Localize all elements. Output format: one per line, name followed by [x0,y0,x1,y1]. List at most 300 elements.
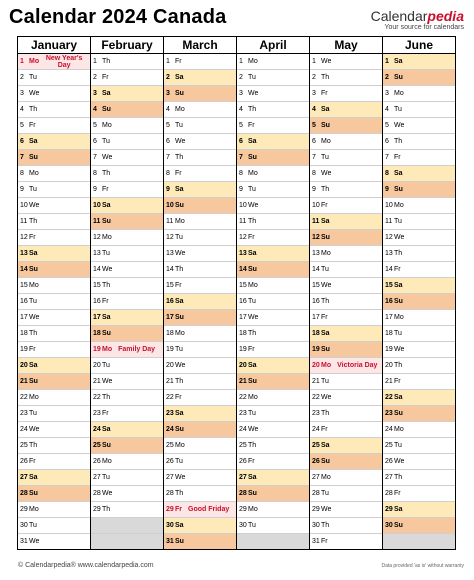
day-number: 29 [166,506,174,513]
day-cell [310,470,382,486]
day-cell [383,134,455,150]
weekday-label: Sa [248,362,257,369]
weekday-label: Tu [394,106,402,113]
weekday-label: Sa [248,250,257,257]
month-header: June [383,37,455,54]
day-cell [164,310,236,326]
brand-main: Calendar [370,8,428,24]
weekday-label: We [175,138,186,145]
day-number: 16 [166,298,174,305]
weekday-label: Fr [248,122,255,129]
day-cell [91,246,163,262]
day-number: 28 [166,490,174,497]
day-number: 12 [312,234,320,241]
weekday-label: We [248,426,259,433]
day-cell [164,406,236,422]
weekday-label: Sa [102,202,111,209]
day-cell [91,198,163,214]
day-cell [383,262,455,278]
day-number: 4 [239,106,243,113]
day-cell [91,454,163,470]
day-number: 12 [93,234,101,241]
day-cell [164,438,236,454]
day-number: 19 [20,346,28,353]
day-cell [310,342,382,358]
day-cell [310,454,382,470]
day-cell [383,230,455,246]
day-cell [310,406,382,422]
day-number: 26 [20,458,28,465]
day-cell [164,198,236,214]
weekday-label: Sa [102,426,111,433]
day-cell [237,390,309,406]
weekday-label: Mo [248,58,258,65]
weekday-label: Th [248,106,257,113]
month-header: May [310,37,382,54]
weekday-label: Sa [394,170,403,177]
day-number: 16 [312,298,320,305]
weekday-label: Fr [321,426,328,433]
day-cell [237,454,309,470]
day-cell [237,70,309,86]
weekday-label: Su [321,122,330,129]
day-number: 25 [239,442,247,449]
weekday-label: Su [102,106,111,113]
day-cell [310,70,382,86]
day-number: 11 [93,218,101,225]
day-number: 10 [20,202,28,209]
day-number: 28 [312,490,320,497]
day-number: 30 [312,522,320,529]
day-number: 18 [239,330,247,337]
day-number: 4 [93,106,97,113]
day-cell [237,422,309,438]
day-cell [310,438,382,454]
day-number: 28 [20,490,28,497]
day-cell [310,502,382,518]
day-number: 24 [312,426,320,433]
day-number: 19 [239,346,247,353]
weekday-label: We [248,202,259,209]
day-cell [383,150,455,166]
weekday-label: We [102,378,113,385]
day-number: 2 [385,74,389,81]
day-cell [91,470,163,486]
day-number: 2 [239,74,243,81]
day-number: 27 [20,474,28,481]
weekday-label: Fr [248,346,255,353]
day-number: 10 [385,202,393,209]
day-number: 5 [20,122,24,129]
weekday-label: Su [29,154,38,161]
day-cell [18,326,90,342]
day-cell [91,374,163,390]
weekday-label: Mo [175,330,185,337]
day-number: 8 [20,170,24,177]
day-number: 21 [93,378,101,385]
day-number: 10 [239,202,247,209]
weekday-label: Fr [321,90,328,97]
day-number: 27 [93,474,101,481]
weekday-label: Th [394,250,403,257]
day-number: 21 [385,378,393,385]
weekday-label: Mo [394,202,404,209]
weekday-label: Fr [102,298,109,305]
day-cell [91,70,163,86]
day-cell [383,326,455,342]
day-number: 20 [239,362,247,369]
weekday-label: Mo [248,170,258,177]
day-cell [18,214,90,230]
day-cell [18,406,90,422]
holiday-name: Good Friday [188,506,230,513]
day-cell [18,86,90,102]
weekday-label: Sa [394,58,403,65]
day-cell [383,70,455,86]
page-title: Calendar 2024 Canada [9,6,227,28]
day-number: 19 [93,346,101,353]
weekday-label: Th [321,186,330,193]
day-cell [310,182,382,198]
day-number: 25 [166,442,174,449]
weekday-label: Tu [102,138,110,145]
day-cell [237,134,309,150]
day-number: 22 [385,394,393,401]
day-cell [18,470,90,486]
day-number: 13 [239,250,247,257]
empty-day-cell [91,534,163,550]
weekday-label: We [394,234,405,241]
day-cell [383,294,455,310]
day-number: 5 [93,122,97,129]
day-number: 16 [385,298,393,305]
day-cell [91,102,163,118]
day-cell [237,326,309,342]
weekday-label: Th [175,154,184,161]
day-number: 9 [166,186,170,193]
day-number: 19 [166,346,174,353]
day-number: 28 [239,490,247,497]
day-cell [310,486,382,502]
day-cell [383,182,455,198]
day-cell [383,422,455,438]
weekday-label: Tu [29,298,37,305]
weekday-label: Tu [102,474,110,481]
day-cell [237,518,309,534]
weekday-label: Mo [248,394,258,401]
weekday-label: Tu [321,266,329,273]
weekday-label: Fr [248,458,255,465]
day-cell [237,358,309,374]
day-number: 30 [166,522,174,529]
day-number: 11 [239,218,247,225]
day-number: 7 [385,154,389,161]
weekday-label: Mo [321,362,332,369]
weekday-label: Tu [321,154,329,161]
day-cell [237,470,309,486]
day-cell [310,294,382,310]
day-number: 7 [20,154,24,161]
weekday-label: Tu [248,410,256,417]
weekday-label: We [394,122,405,129]
weekday-label: We [321,58,332,65]
day-number: 16 [239,298,247,305]
weekday-label: Mo [102,122,112,129]
day-number: 2 [20,74,24,81]
weekday-label: We [321,282,332,289]
day-number: 5 [312,122,316,129]
day-number: 26 [312,458,320,465]
weekday-label: Su [321,346,330,353]
day-cell [310,86,382,102]
day-cell [237,150,309,166]
weekday-label: Sa [29,474,38,481]
weekday-label: Mo [29,58,40,65]
weekday-label: Su [29,490,38,497]
day-number: 10 [312,202,320,209]
day-number: 10 [166,202,174,209]
month-header: March [164,37,236,54]
day-cell [383,406,455,422]
day-cell [237,486,309,502]
day-cell [91,182,163,198]
day-cell [310,278,382,294]
day-number: 11 [312,218,320,225]
weekday-label: Mo [102,234,112,241]
day-number: 10 [93,202,101,209]
day-cell [91,358,163,374]
weekday-label: Tu [29,410,37,417]
brand-logo[interactable] [371,9,464,32]
day-cell [91,390,163,406]
day-cell [383,438,455,454]
weekday-label: We [321,506,332,513]
day-cell [383,54,455,70]
weekday-label: Th [321,298,330,305]
day-number: 31 [312,538,320,545]
day-cell [237,214,309,230]
weekday-label: Mo [175,106,185,113]
day-number: 15 [166,282,174,289]
weekday-label: Mo [102,346,113,353]
weekday-label: Sa [29,138,38,145]
day-number: 15 [312,282,320,289]
day-number: 12 [166,234,174,241]
day-number: 8 [93,170,97,177]
day-number: 24 [385,426,393,433]
day-cell [18,502,90,518]
weekday-label: Th [102,282,111,289]
day-number: 16 [20,298,28,305]
day-number: 1 [93,58,97,65]
day-cell [18,278,90,294]
weekday-label: Tu [29,522,37,529]
day-cell [237,166,309,182]
day-cell [310,262,382,278]
weekday-label: Su [248,490,257,497]
day-number: 29 [385,506,393,513]
weekday-label: Tu [248,74,256,81]
weekday-label: Tu [175,122,183,129]
day-number: 1 [385,58,389,65]
day-number: 17 [385,314,393,321]
day-number: 17 [20,314,28,321]
day-number: 27 [239,474,247,481]
day-number: 20 [312,362,320,369]
weekday-label: We [29,90,40,97]
weekday-label: Th [102,394,111,401]
day-number: 31 [20,538,28,545]
day-number: 13 [20,250,28,257]
day-cell [383,214,455,230]
weekday-label: Su [394,74,403,81]
day-cell [164,454,236,470]
day-number: 22 [93,394,101,401]
day-number: 13 [385,250,393,257]
day-cell [383,166,455,182]
day-number: 17 [312,314,320,321]
weekday-label: Th [248,330,257,337]
day-cell [383,86,455,102]
weekday-label: Sa [321,330,330,337]
day-cell [91,262,163,278]
day-cell [237,342,309,358]
day-number: 18 [20,330,28,337]
weekday-label: We [102,266,113,273]
day-cell [164,358,236,374]
day-cell [237,502,309,518]
month-column-june [383,37,456,550]
weekday-label: Tu [394,330,402,337]
weekday-label: Th [29,442,38,449]
day-number: 6 [166,138,170,145]
weekday-label: Fr [394,154,401,161]
day-cell [18,134,90,150]
day-number: 9 [385,186,389,193]
weekday-label: Th [248,442,257,449]
weekday-label: Sa [175,522,184,529]
day-number: 1 [239,58,243,65]
day-cell [310,390,382,406]
weekday-label: Th [102,506,111,513]
day-number: 12 [239,234,247,241]
day-number: 12 [20,234,28,241]
day-number: 28 [385,490,393,497]
weekday-label: Su [175,314,184,321]
day-cell [18,342,90,358]
day-number: 7 [312,154,316,161]
weekday-label: Mo [102,458,112,465]
day-cell [237,230,309,246]
day-cell [237,182,309,198]
weekday-label: Fr [321,538,328,545]
day-cell [18,438,90,454]
day-cell [237,102,309,118]
brand-name [371,9,464,23]
day-number: 25 [93,442,101,449]
day-number: 9 [93,186,97,193]
holiday-name: Victoria Day [337,362,378,369]
weekday-label: Mo [29,170,39,177]
footer-disclaimer: Data provided 'as is' without warranty [381,563,464,569]
day-cell [310,166,382,182]
day-cell [18,54,90,70]
day-cell [310,198,382,214]
day-number: 15 [385,282,393,289]
weekday-label: Su [248,154,257,161]
day-cell [164,486,236,502]
day-cell [91,118,163,134]
weekday-label: We [248,314,259,321]
weekday-label: Tu [175,458,183,465]
weekday-label: Mo [175,442,185,449]
footer-copyright[interactable]: © Calendarpedia® www.calendarpedia.com [18,562,154,569]
day-cell [91,486,163,502]
day-cell [18,118,90,134]
empty-day-cell [91,518,163,534]
day-cell [237,438,309,454]
weekday-label: Mo [321,250,331,257]
day-number: 29 [20,506,28,513]
weekday-label: Mo [321,474,331,481]
weekday-label: Fr [321,202,328,209]
weekday-label: Fr [321,314,328,321]
day-cell [91,342,163,358]
weekday-label: Tu [321,490,329,497]
day-cell [383,118,455,134]
day-cell [164,54,236,70]
day-cell [164,534,236,550]
day-number: 3 [385,90,389,97]
weekday-label: Su [102,330,111,337]
day-number: 30 [20,522,28,529]
month-header: April [237,37,309,54]
day-cell [383,374,455,390]
weekday-label: Su [248,266,257,273]
day-number: 18 [385,330,393,337]
day-cell [91,438,163,454]
day-cell [383,454,455,470]
day-cell [91,294,163,310]
weekday-label: Mo [175,218,185,225]
day-cell [237,310,309,326]
day-cell [18,294,90,310]
day-number: 21 [239,378,247,385]
weekday-label: Su [102,218,111,225]
day-number: 22 [312,394,320,401]
day-number: 17 [166,314,174,321]
day-cell [18,198,90,214]
day-cell [91,278,163,294]
day-number: 31 [166,538,174,545]
day-number: 19 [312,346,320,353]
day-cell [164,390,236,406]
day-cell [237,54,309,70]
day-cell [310,358,382,374]
day-number: 21 [166,378,174,385]
day-cell [164,326,236,342]
day-number: 30 [385,522,393,529]
day-cell [164,134,236,150]
weekday-label: Fr [175,282,182,289]
day-cell [383,390,455,406]
day-number: 24 [166,426,174,433]
day-cell [164,246,236,262]
weekday-label: Fr [394,378,401,385]
day-cell [164,150,236,166]
day-cell [383,502,455,518]
day-number: 26 [93,458,101,465]
